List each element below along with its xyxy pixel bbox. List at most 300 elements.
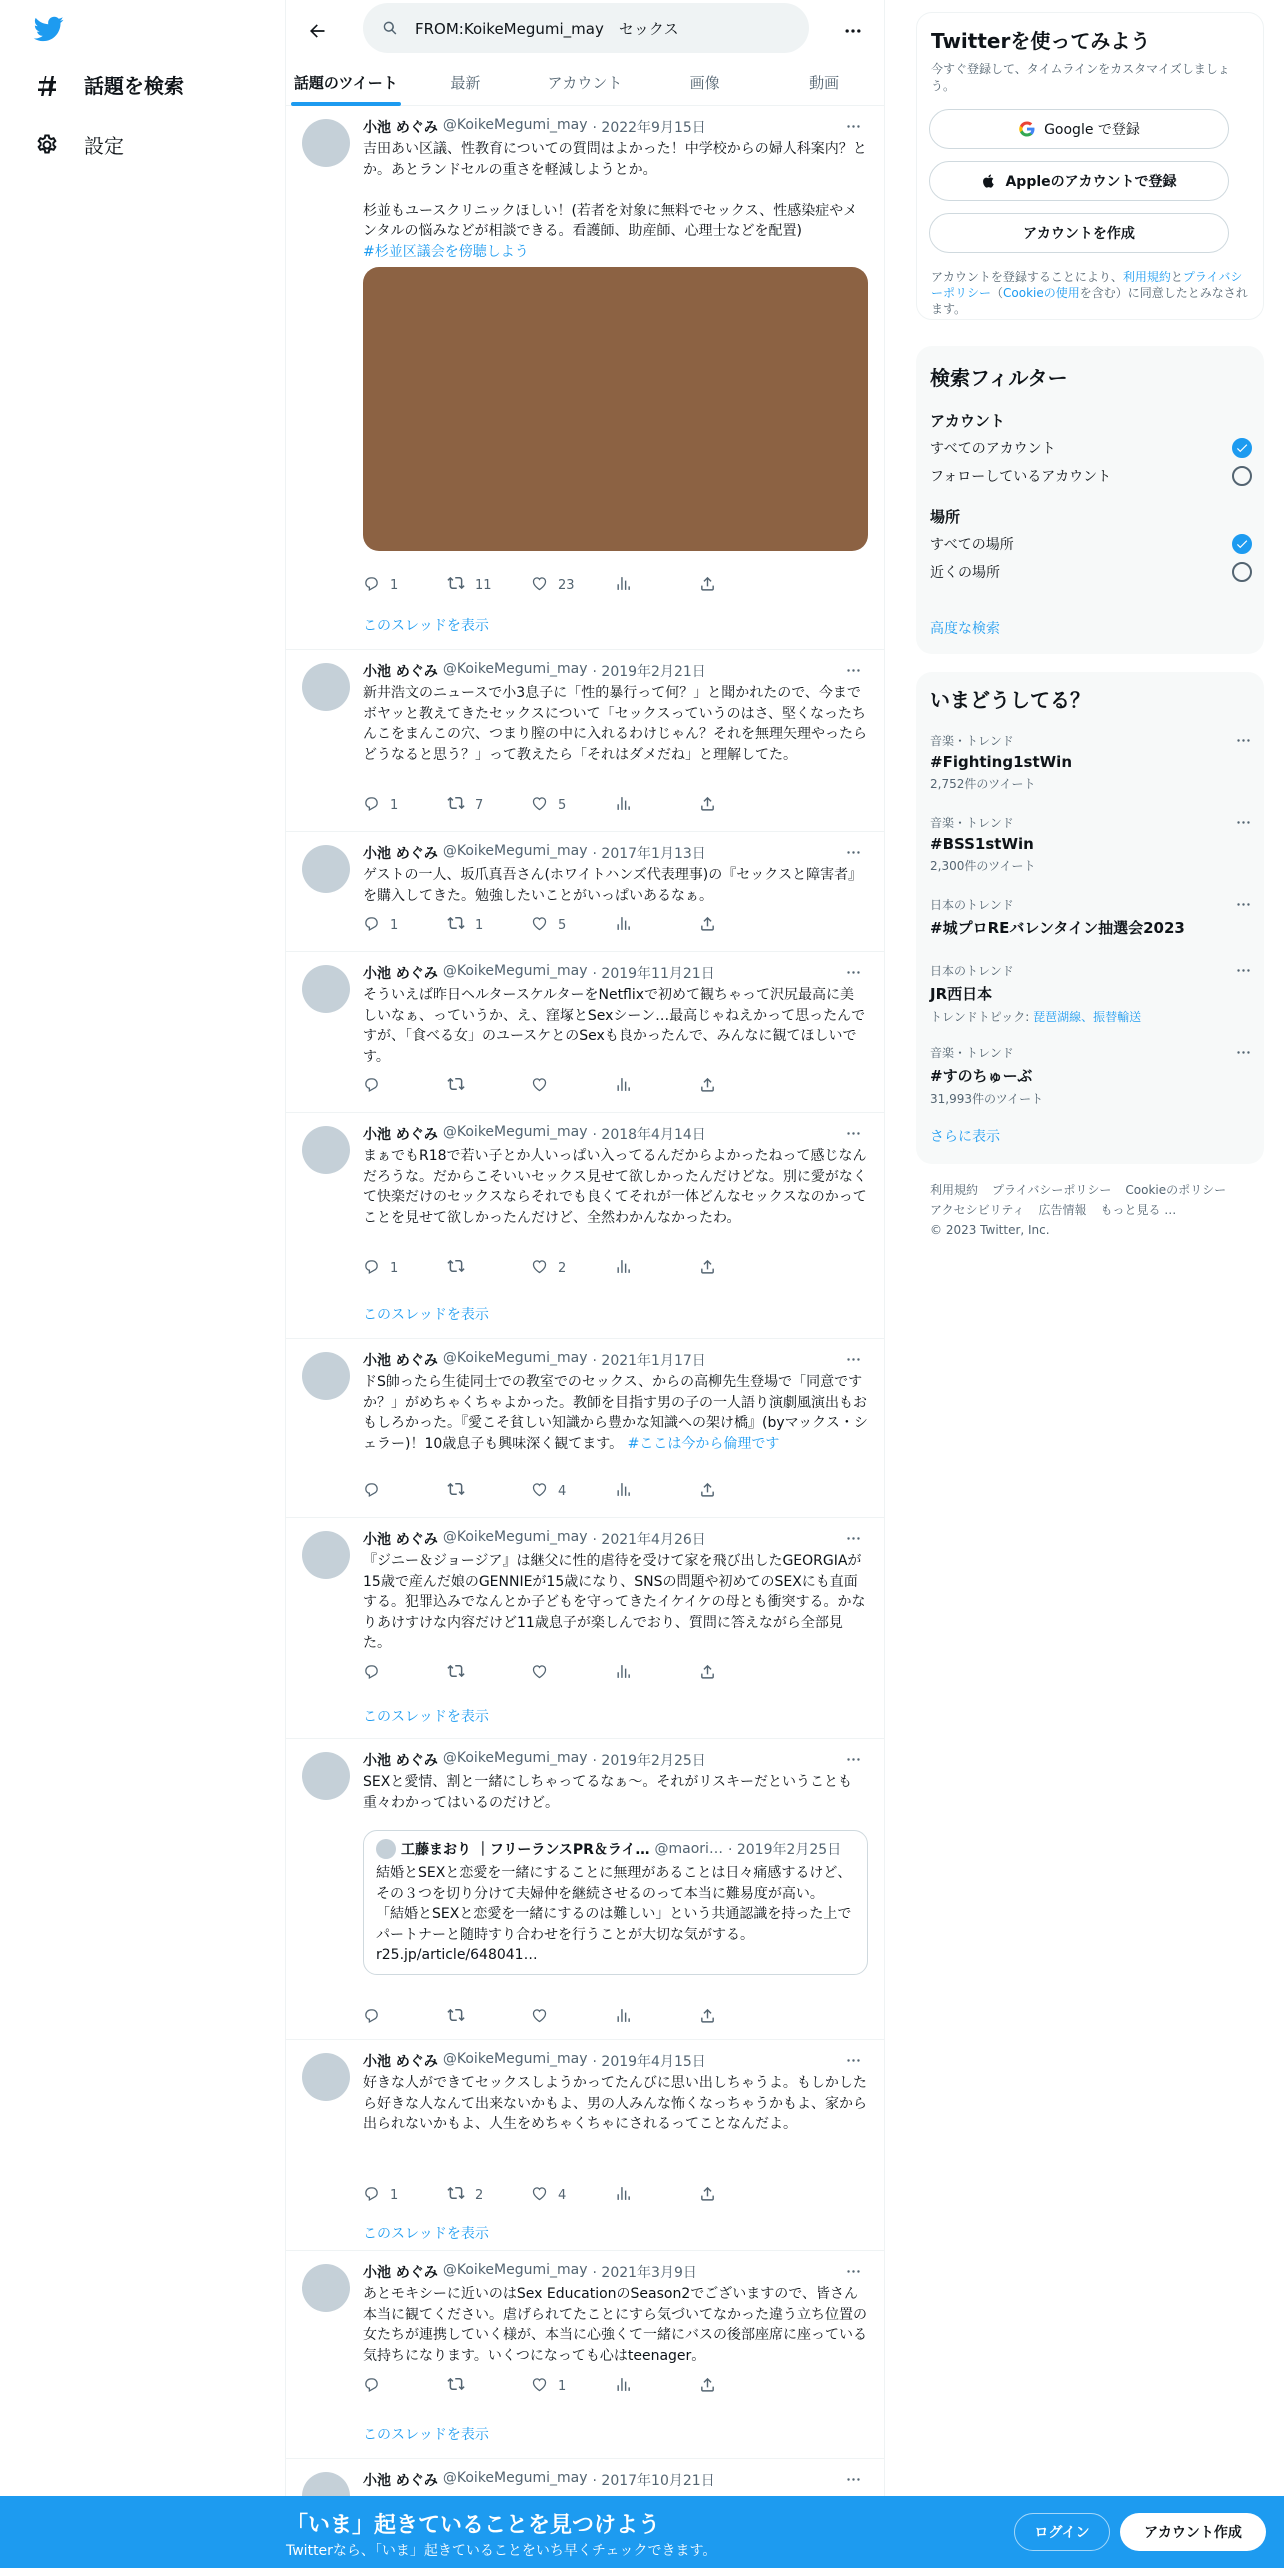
hashtag-link[interactable]: #杉並区議会を傍聴しよう (363, 243, 529, 260)
left-nav (0, 0, 285, 2568)
twitter-logo-icon[interactable] (32, 14, 66, 44)
signup-subtitle: 今すぐ登録して、タイムラインをカスタマイズしましょう。 (931, 62, 1230, 93)
show-thread-link[interactable]: このスレッドを表示 (363, 2226, 489, 2242)
author-handle[interactable]: @KoikeMegumi_may (442, 1350, 588, 1366)
author-name[interactable]: 小池 めぐみ (363, 966, 438, 982)
analytics-icon (615, 915, 632, 936)
hashtag-icon (34, 72, 60, 98)
retweet-count: 7 (475, 797, 484, 813)
trend-name: #城プロREバレンタイン抽選会2023 (930, 919, 1185, 937)
trend-count: 31,993件のツイート (930, 1092, 1044, 1106)
show-thread-link[interactable]: このスレッドを表示 (363, 1709, 489, 1725)
avatar[interactable] (302, 1531, 350, 1579)
signup-card (916, 12, 1264, 320)
avatar[interactable] (302, 2264, 350, 2312)
reply-count: 1 (390, 2187, 399, 2203)
like-button[interactable] (531, 2005, 615, 2029)
analytics-icon (615, 1076, 632, 1097)
tweet-header (363, 1529, 706, 1549)
login-banner (0, 2496, 1284, 2568)
tab-top[interactable]: 話題のツイート (286, 58, 406, 106)
nav-settings-label: 設定 (84, 134, 124, 158)
author-handle[interactable]: @KoikeMegumi_may (442, 963, 588, 979)
like-button[interactable] (531, 1661, 615, 1685)
tweet-header (363, 1350, 706, 1370)
search-filters-card (916, 346, 1264, 654)
radio-checked-icon[interactable] (1232, 438, 1252, 458)
trend-name: #すのちゅーぶ (930, 1067, 1033, 1085)
tweet-header (363, 661, 706, 681)
reply-count: 1 (390, 577, 399, 593)
trend-topics-prefix: トレンドトピック: (930, 1010, 1034, 1024)
more-icon[interactable] (838, 2464, 868, 2494)
filter-option-label: フォローしているアカウント (930, 469, 1112, 485)
advanced-search-link[interactable]: 高度な検索 (930, 621, 1000, 637)
trends-card (916, 672, 1264, 1164)
tweet[interactable] (286, 651, 884, 832)
retweet-icon (447, 1480, 465, 1502)
cookie-link[interactable]: Cookieの使用 (1003, 286, 1080, 300)
tweet-date[interactable]: · 2017年10月21日 (592, 2473, 715, 2489)
tweet-text-content: まぁでもR18で若い子とか人いっぱい入ってるんだからよかったねって感じなんだろうな。だからこそいいセックス見せて欲しかったんだけどな。別に愛がなくて快楽だけのセックスならそれでも良くてそれが一体どんなセックスなのかってことを見せて欲しかったんだけど、全然わかんなかったわ。 (363, 1148, 867, 1226)
tweet-text (363, 1372, 868, 1454)
author-handle[interactable]: @KoikeMegumi_may (442, 2470, 588, 2486)
analytics-icon (615, 575, 632, 596)
terms-text: アカウントを登録することにより、 (931, 270, 1123, 284)
reply-button[interactable] (363, 1479, 447, 1503)
tweet[interactable] (286, 953, 884, 1113)
share-button[interactable] (699, 2374, 783, 2398)
share-button[interactable] (699, 1661, 783, 1685)
trend-item[interactable] (930, 732, 1252, 792)
share-button[interactable] (699, 2183, 783, 2207)
reply-button[interactable] (363, 2183, 447, 2207)
views-button[interactable] (615, 1479, 699, 1503)
reply-icon (363, 1481, 380, 1502)
like-count: 4 (558, 1483, 567, 1499)
more-icon[interactable] (838, 1344, 868, 1374)
more-icon[interactable] (838, 2256, 868, 2286)
tweet-date[interactable]: · 2019年2月25日 (592, 1753, 706, 1769)
retweet-button[interactable] (447, 2005, 531, 2029)
footer-link: © 2023 Twitter, Inc. (930, 1223, 1050, 1237)
avatar[interactable] (302, 2053, 350, 2101)
reply-icon (363, 1258, 380, 1279)
trend-context: 音楽・トレンド (930, 816, 1014, 830)
filters-title: 検索フィルター (930, 366, 1068, 390)
author-handle[interactable]: @KoikeMegumi_may (442, 1529, 588, 1545)
tweet-text-content: SEXと愛情、割と一緒にしちゃってるなぁ〜。それがリスキーだということも重々わかってはいるのだけど。 (363, 1774, 853, 1811)
create-account-button[interactable] (929, 213, 1229, 253)
reply-count: 1 (390, 917, 399, 933)
show-thread-link[interactable]: このスレッドを表示 (363, 2427, 489, 2443)
filter-option-label: すべての場所 (930, 537, 1014, 553)
more-icon[interactable] (1235, 732, 1252, 753)
reply-icon (363, 1076, 380, 1097)
reply-button[interactable] (363, 573, 447, 597)
tweet-date[interactable]: · 2021年1月17日 (592, 1353, 706, 1369)
tweet-date[interactable]: · 2018年4月14日 (592, 1127, 706, 1143)
trend-name: #Fighting1stWin (930, 753, 1073, 771)
retweet-button[interactable] (447, 573, 531, 597)
tweet-header (363, 843, 706, 863)
author-name[interactable]: 小池 めぐみ (363, 664, 438, 680)
share-icon (699, 1663, 716, 1684)
author-handle[interactable]: @KoikeMegumi_may (442, 1124, 588, 1140)
share-button[interactable] (699, 2005, 783, 2029)
views-button[interactable] (615, 1074, 699, 1098)
analytics-icon (615, 2185, 632, 2206)
tweet-header (363, 1124, 706, 1144)
retweet-icon (447, 914, 465, 936)
show-thread-link[interactable]: このスレッドを表示 (363, 618, 489, 634)
heart-icon (531, 2185, 548, 2206)
tweet-date[interactable]: · 2019年2月21日 (592, 664, 706, 680)
more-icon[interactable] (838, 1744, 868, 1774)
trend-count: 2,752件のツイート (930, 777, 1036, 791)
apple-signup-button[interactable] (929, 161, 1229, 201)
avatar[interactable] (302, 663, 350, 711)
share-button[interactable] (699, 1256, 783, 1280)
author-handle[interactable]: @KoikeMegumi_may (442, 843, 588, 859)
author-name[interactable]: 小池 めぐみ (363, 2265, 438, 2281)
reply-button[interactable] (363, 793, 447, 817)
reply-icon (363, 2007, 380, 2028)
terms-text: を含む）に同意したとみなされます。 (931, 286, 1248, 316)
reply-button[interactable] (363, 1256, 447, 1280)
apple-icon (981, 173, 997, 189)
trend-item[interactable] (930, 1044, 1252, 1107)
footer-link[interactable]: プライバシーポリシー (992, 1183, 1112, 1197)
retweet-button[interactable] (447, 793, 531, 817)
heart-icon (531, 1481, 548, 1502)
share-icon (699, 915, 716, 936)
views-button[interactable] (615, 793, 699, 817)
tweet-text-content: 『ジニー＆ジョージア』は継父に性的虐待を受けて家を飛び出したGEORGIAが15歳で産んだ娘のGENNIEが15歳になり、SNSの問題や初めてのSEXにも直面する。犯罪込みでなんとか子どもを守ってきたイケイケの母とも衝突する。かなりあけすけな内容だけど11歳息子が楽しんでおり、質問に答えながら全部見た。 (363, 1553, 866, 1651)
author-handle[interactable]: @KoikeMegumi_may (442, 2262, 588, 2278)
trend-item[interactable] (930, 814, 1252, 874)
like-button[interactable] (531, 1074, 615, 1098)
avatar[interactable] (302, 119, 350, 167)
tweet-actions (363, 793, 783, 817)
tweet-header (363, 117, 706, 137)
tweet-text-content: ゲストの一人、坂爪真吾さん(ホワイトハンズ代表理事)の『セックスと障害者』を購入してきた。勉強したいことがいっぱいあるなぁ。 (363, 867, 863, 904)
retweet-button[interactable] (447, 1074, 531, 1098)
reply-button[interactable] (363, 1661, 447, 1685)
trend-topics-links[interactable]: 琵琶湖線、振替輸送 (1033, 1010, 1142, 1024)
tweet-header (363, 963, 715, 983)
retweet-button[interactable] (447, 2374, 531, 2398)
more-icon[interactable] (1235, 896, 1252, 917)
views-button[interactable] (615, 2183, 699, 2207)
retweet-count: 11 (475, 577, 492, 593)
like-count: 1 (558, 2378, 567, 2394)
tweet-actions (363, 2183, 783, 2207)
author-name[interactable]: 小池 めぐみ (363, 2473, 438, 2489)
analytics-icon (615, 1258, 632, 1279)
avatar[interactable] (302, 965, 350, 1013)
more-icon[interactable] (838, 111, 868, 141)
trend-name: JR西日本 (930, 985, 993, 1003)
views-button[interactable] (615, 1661, 699, 1685)
trend-name: #BSS1stWin (930, 835, 1034, 853)
share-button[interactable] (699, 1479, 783, 1503)
retweet-button[interactable] (447, 1479, 531, 1503)
filter-option-label: すべてのアカウント (930, 441, 1056, 457)
tweet-text-content: あとモキシーに近いのはSex EducationのSeason2でございますので、皆さん本当に観てください。虐げられてたことにすら気づいてなかった違う立ち位置の女たちが連携していく様が、本当に心強くて一緒にバスの後部座席に座っている気持ちになります。いくつになっても心はteenager。 (363, 2286, 867, 2364)
trend-topics (930, 1008, 1252, 1025)
signup-title: Twitterを使ってみよう (931, 29, 1151, 53)
reply-button[interactable] (363, 1074, 447, 1098)
filter-all-accounts[interactable] (930, 438, 1252, 458)
banner-title: 「いま」起きていることを見つけよう (286, 2513, 661, 2538)
heart-icon (531, 1258, 548, 1279)
retweet-icon (447, 2375, 465, 2397)
tweet-date[interactable]: · 2022年9月15日 (592, 120, 706, 136)
tweet[interactable] (286, 833, 884, 952)
author-name[interactable]: 小池 めぐみ (363, 1532, 438, 1548)
trend-item[interactable] (930, 896, 1252, 938)
terms-link[interactable]: 利用規約 (1122, 270, 1171, 284)
heart-icon (531, 1663, 548, 1684)
author-name[interactable]: 小池 めぐみ (363, 846, 438, 862)
like-count: 2 (558, 1260, 567, 1276)
footer-links (930, 1180, 1250, 1240)
heart-icon (531, 575, 548, 596)
like-button[interactable] (531, 913, 615, 937)
more-options-button[interactable] (836, 14, 870, 48)
filter-near-you[interactable] (930, 562, 1252, 582)
back-button[interactable] (300, 14, 334, 48)
share-button[interactable] (699, 793, 783, 817)
more-icon[interactable] (838, 1118, 868, 1148)
like-count: 5 (558, 797, 567, 813)
tweet-date[interactable]: · 2021年3月9日 (592, 2265, 697, 2281)
reply-button[interactable] (363, 913, 447, 937)
tab-latest[interactable]: 最新 (450, 73, 481, 92)
share-icon (699, 2007, 716, 2028)
retweet-button[interactable] (447, 2183, 531, 2207)
trend-item[interactable] (930, 962, 1252, 1025)
tweet-text (363, 1772, 868, 1813)
share-icon (699, 1258, 716, 1279)
more-icon[interactable] (838, 655, 868, 685)
retweet-icon (447, 1662, 465, 1684)
reply-count: 1 (390, 1260, 399, 1276)
views-button[interactable] (615, 2374, 699, 2398)
reply-button[interactable] (363, 2374, 447, 2398)
search-tabs (286, 58, 884, 106)
reply-count: 1 (390, 797, 399, 813)
retweet-count: 1 (475, 917, 484, 933)
author-handle[interactable]: @KoikeMegumi_may (442, 1750, 588, 1766)
author-handle[interactable]: @KoikeMegumi_may (442, 2051, 588, 2067)
search-input[interactable] (363, 3, 809, 53)
share-button[interactable] (699, 913, 783, 937)
filter-everywhere[interactable] (930, 534, 1252, 554)
footer-link[interactable]: 利用規約 (930, 1183, 979, 1197)
like-button[interactable] (531, 2183, 615, 2207)
reply-icon (363, 2376, 380, 2397)
banner-subtitle: Twitterなら、「いま」起きていることをいち早くチェックできます。 (286, 2543, 717, 2559)
author-name[interactable]: 小池 めぐみ (363, 1753, 438, 1769)
more-icon[interactable] (838, 1523, 868, 1553)
apple-signup-label: Appleのアカウントで登録 (1005, 174, 1177, 190)
trend-count: 2,300件のツイート (930, 859, 1036, 873)
more-icon[interactable] (838, 957, 868, 987)
footer-link[interactable]: Cookieのポリシー (1125, 1183, 1227, 1197)
retweet-icon (447, 794, 465, 816)
retweet-button[interactable] (447, 913, 531, 937)
heart-icon (531, 1076, 548, 1097)
tweet-text (363, 1146, 868, 1228)
tweet[interactable] (286, 1519, 884, 1739)
analytics-icon (615, 1481, 632, 1502)
tweet-image[interactable] (363, 267, 868, 551)
tab-photos[interactable]: 画像 (689, 73, 720, 92)
views-button[interactable] (615, 573, 699, 597)
views-button[interactable] (615, 1256, 699, 1280)
like-button[interactable] (531, 793, 615, 817)
retweet-count: 2 (475, 2187, 484, 2203)
filter-account-section: アカウント (930, 412, 1005, 430)
author-handle[interactable]: @KoikeMegumi_may (442, 117, 588, 133)
like-button[interactable] (531, 1479, 615, 1503)
avatar[interactable] (302, 1126, 350, 1174)
retweet-button[interactable] (447, 1256, 531, 1280)
tweet-text (363, 1551, 868, 1654)
signup-button[interactable]: アカウント作成 (1120, 2513, 1266, 2551)
author-name[interactable]: 小池 めぐみ (363, 120, 438, 136)
tweet-text (363, 985, 868, 1067)
like-button[interactable] (531, 2374, 615, 2398)
heart-icon (531, 795, 548, 816)
tab-videos[interactable]: 動画 (809, 73, 840, 92)
tweet-date[interactable]: · 2019年11月21日 (592, 966, 715, 982)
author-handle[interactable]: @KoikeMegumi_may (442, 661, 588, 677)
tweet-text-content: 吉田あい区議、性教育についての質問はよかった！中学校からの婦人科案内？とか。あとランドセルの重さを軽減しようとか。 杉並もユースクリニックほしい！(若者を対象に無料でセックス、性感染症やメンタルの悩みなどが相談できる。看護師、助産師、心理士などを配置) (363, 141, 867, 239)
tweet-date[interactable]: · 2021年4月26日 (592, 1532, 706, 1548)
avatar[interactable] (302, 1352, 350, 1400)
retweet-button[interactable] (447, 1661, 531, 1685)
share-icon (699, 1076, 716, 1097)
tweet-actions (363, 2374, 783, 2398)
heart-icon (531, 2007, 548, 2028)
tweet-text-content: 新井浩文のニュースで小3息子に「性的暴行って何？」と聞かれたので、今までボヤッと教えてきたセックスについて「セックスっていうのはさ、堅くなったちんこをまんこの穴、つまり膣の中に入れるわけじゃん？それを無理矢理やったらどうなると思う？」って教えたら「それはダメだね」と理解してた。 (363, 685, 867, 763)
nav-explore-label: 話題を検索 (84, 74, 184, 98)
tweet[interactable] (286, 2252, 884, 2459)
reply-button[interactable] (363, 2005, 447, 2029)
like-button[interactable] (531, 1256, 615, 1280)
tweet-actions (363, 573, 783, 597)
login-button[interactable]: ログイン (1014, 2513, 1110, 2551)
author-name[interactable]: 小池 めぐみ (363, 1127, 438, 1143)
more-icon[interactable] (1235, 1044, 1252, 1065)
nav-settings[interactable] (34, 130, 124, 159)
share-button[interactable] (699, 573, 783, 597)
like-button[interactable] (531, 573, 615, 597)
footer-link[interactable]: アクセシビリティ (930, 1203, 1025, 1217)
more-icon[interactable] (838, 837, 868, 867)
tweet-text (363, 683, 868, 765)
like-count: 23 (558, 577, 575, 593)
privacy-link[interactable]: プライバシーポリシー (931, 270, 1243, 300)
views-button[interactable] (615, 913, 699, 937)
radio-unchecked-icon[interactable] (1232, 466, 1252, 486)
share-icon (699, 575, 716, 596)
tweet-header (363, 2262, 697, 2282)
footer-link[interactable]: もっと見る … (1100, 1203, 1177, 1217)
radio-unchecked-icon[interactable] (1232, 562, 1252, 582)
views-button[interactable] (615, 2005, 699, 2029)
trend-context: 日本のトレンド (930, 898, 1014, 912)
tweet-date[interactable]: · 2019年4月15日 (592, 2054, 706, 2070)
author-name[interactable]: 小池 めぐみ (363, 2054, 438, 2070)
tweet[interactable] (286, 107, 884, 650)
share-button[interactable] (699, 1074, 783, 1098)
tweet-text (363, 865, 868, 906)
signup-terms (931, 269, 1251, 317)
trend-context: 音楽・トレンド (930, 1046, 1014, 1060)
terms-text: と (1170, 270, 1183, 284)
author-name[interactable]: 小池 めぐみ (363, 1353, 438, 1369)
reply-icon (363, 795, 380, 816)
filter-following-accounts[interactable] (930, 466, 1252, 486)
tweet[interactable] (286, 1114, 884, 1339)
share-icon (699, 795, 716, 816)
tweet-date[interactable]: · 2017年1月13日 (592, 846, 706, 862)
show-more-trends-link[interactable]: さらに表示 (930, 1129, 1000, 1145)
quoted-tweet[interactable] (363, 1830, 868, 1975)
quoted-date: · 2019年2月25日 (727, 1842, 842, 1858)
more-icon (843, 21, 863, 41)
google-signup-button[interactable] (929, 109, 1229, 149)
quoted-tweet-header (376, 1839, 855, 1859)
tweet[interactable] (286, 1340, 884, 1518)
search-icon (381, 19, 399, 37)
tweet-actions (363, 1479, 783, 1503)
tweet-text-content: そういえば昨日ヘルタースケルターをNetflixで初めて観ちゃって沢尻最高に美しいなぁ、っていうか、え、窪塚とSexシーン…最高じゃねえかって思ったんですが、「食べる女」のユースケとのSexも良かったんで、みんなに観てほしいです。 (363, 987, 866, 1065)
avatar[interactable] (302, 1752, 350, 1800)
show-thread-link[interactable]: このスレッドを表示 (363, 1307, 489, 1323)
arrow-left-icon (307, 21, 327, 41)
more-icon[interactable] (1235, 962, 1252, 983)
google-signup-label: Google で登録 (1044, 122, 1140, 138)
tweet[interactable] (286, 1740, 884, 2040)
nav-explore[interactable] (34, 70, 184, 99)
avatar[interactable] (302, 845, 350, 893)
tweet-header (363, 1750, 706, 1770)
footer-link[interactable]: 広告情報 (1038, 1203, 1087, 1217)
trend-context: 日本のトレンド (930, 964, 1014, 978)
share-icon (699, 1481, 716, 1502)
analytics-icon (615, 2007, 632, 2028)
tweet-header (363, 2051, 706, 2071)
retweet-icon (447, 1257, 465, 1279)
tweet[interactable] (286, 2041, 884, 2251)
radio-checked-icon[interactable] (1232, 534, 1252, 554)
more-icon[interactable] (1235, 814, 1252, 835)
retweet-icon (447, 574, 465, 596)
google-icon (1018, 120, 1036, 138)
more-icon[interactable] (838, 2045, 868, 2075)
tweet-text (363, 2073, 868, 2135)
retweet-icon (447, 2006, 465, 2028)
hashtag-link[interactable]: #ここは今から倫理です (627, 1435, 780, 1452)
tab-people[interactable]: アカウント (547, 73, 623, 92)
share-icon (699, 2185, 716, 2206)
create-account-label: アカウントを作成 (1023, 226, 1135, 242)
